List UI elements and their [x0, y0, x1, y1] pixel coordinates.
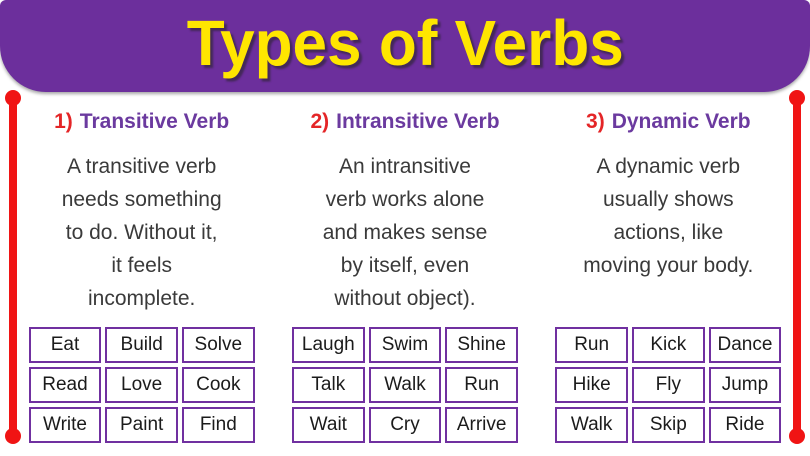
column-number: 3) — [586, 110, 605, 133]
column-heading — [54, 107, 229, 137]
title-banner — [0, 0, 810, 92]
description-line: it feels — [111, 254, 173, 277]
verb-cell: Skip — [632, 407, 705, 443]
description-line: needs something — [61, 188, 222, 211]
verb-cell: Shine — [445, 327, 518, 363]
left-rail — [5, 90, 21, 444]
column-number: 1) — [54, 110, 73, 133]
verb-cell: Eat — [29, 327, 102, 363]
description-line: incomplete. — [87, 287, 196, 310]
column-title: Transitive Verb — [79, 110, 230, 133]
verb-cell: Cry — [369, 407, 442, 443]
description-line: verb works alone — [325, 188, 485, 211]
description-line: by itself, even — [340, 254, 470, 277]
verb-cell: Build — [105, 327, 178, 363]
rail-line — [9, 97, 17, 437]
verb-cell: Ride — [709, 407, 782, 443]
verb-table-intransitive — [292, 327, 518, 443]
verb-table-dynamic — [555, 327, 781, 443]
page-title: Types of Verbs — [186, 7, 624, 79]
column-description — [323, 150, 488, 317]
column-title: Intransitive Verb — [336, 110, 500, 133]
rail-dot-icon — [789, 428, 805, 444]
description-line: to do. Without it, — [65, 221, 218, 244]
verb-cell: Run — [445, 367, 518, 403]
right-rail — [789, 90, 805, 444]
verb-cell: Talk — [292, 367, 365, 403]
column-dynamic-verb — [551, 92, 786, 456]
verb-cell: Dance — [709, 327, 782, 363]
columns-container — [0, 92, 810, 456]
verb-cell: Run — [555, 327, 628, 363]
verb-cell: Solve — [182, 327, 255, 363]
description-line: A dynamic verb — [596, 155, 741, 178]
verb-cell: Walk — [555, 407, 628, 443]
verb-cell: Wait — [292, 407, 365, 443]
verb-cell: Swim — [369, 327, 442, 363]
description-line: An intransitive — [339, 155, 471, 178]
rail-line — [793, 97, 801, 437]
verb-cell: Jump — [709, 367, 782, 403]
verb-table-transitive — [29, 327, 255, 443]
description-line: A transitive verb — [66, 155, 217, 178]
column-number: 2) — [310, 110, 330, 133]
description-line: usually shows — [602, 188, 734, 211]
column-heading — [586, 107, 751, 137]
verb-cell: Cook — [182, 367, 255, 403]
verb-cell: Paint — [105, 407, 178, 443]
column-title: Dynamic Verb — [611, 110, 751, 133]
description-line: and makes sense — [322, 221, 488, 244]
column-transitive-verb — [24, 92, 259, 456]
description-line: moving your body. — [583, 254, 754, 277]
verb-cell: Laugh — [292, 327, 365, 363]
verb-cell: Arrive — [445, 407, 518, 443]
verb-cell: Read — [29, 367, 102, 403]
verb-cell: Write — [29, 407, 102, 443]
description-line: without object). — [334, 287, 476, 310]
description-line: actions, like — [613, 221, 724, 244]
verb-cell: Kick — [632, 327, 705, 363]
column-description — [62, 150, 222, 317]
verb-cell: Find — [182, 407, 255, 443]
column-heading — [310, 107, 499, 137]
verb-cell: Love — [105, 367, 178, 403]
column-intransitive-verb — [287, 92, 522, 456]
verb-cell: Fly — [632, 367, 705, 403]
verb-cell: Hike — [555, 367, 628, 403]
rail-dot-icon — [5, 428, 21, 444]
verb-cell: Walk — [369, 367, 442, 403]
column-description — [583, 150, 753, 317]
